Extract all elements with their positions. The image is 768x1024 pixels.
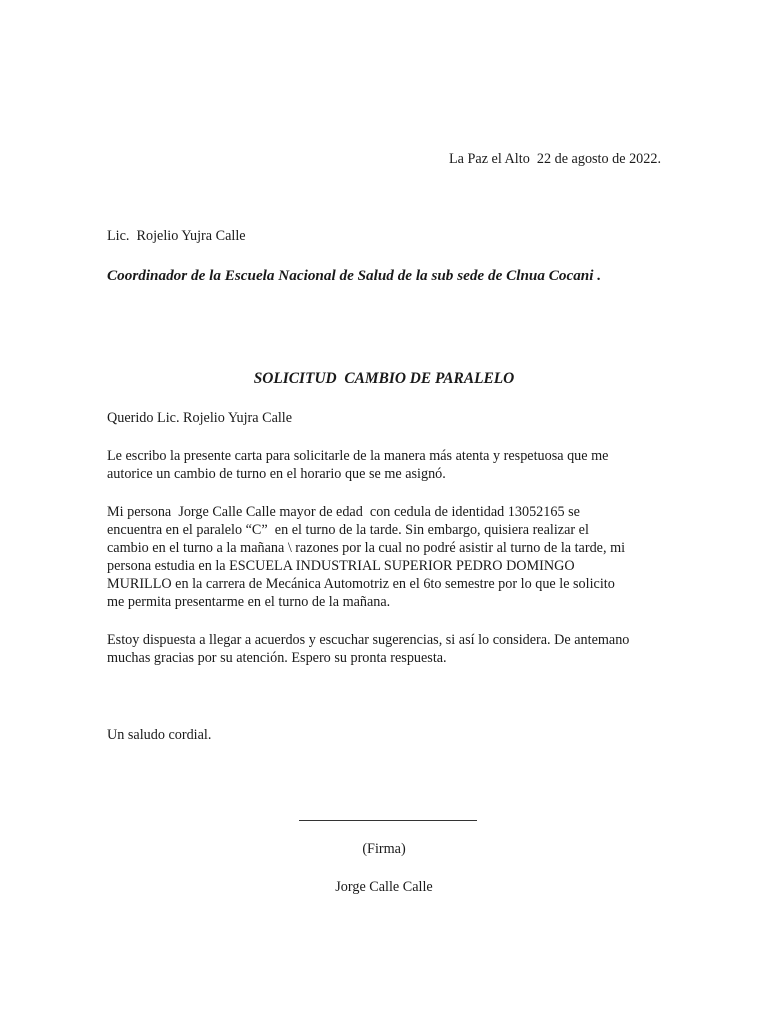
signature-line xyxy=(299,820,477,821)
paragraph-line: autorice un cambio de turno en el horario que se me asignó. xyxy=(107,466,446,482)
paragraph-thanks xyxy=(107,631,667,667)
paragraph-line: muchas gracias por su atención. Espero su pronta respuesta. xyxy=(107,650,447,666)
paragraph-line: Estoy dispuesta a llegar a acuerdos y escuchar sugerencias, si así lo considera. De antemano xyxy=(107,632,630,648)
paragraph-request xyxy=(107,447,667,483)
letter-subject: SOLICITUD CAMBIO DE PARALELO xyxy=(253,370,515,387)
paragraph-line: Mi persona Jorge Calle Calle mayor de edad con cedula de identidad 13052165 se xyxy=(107,504,580,520)
paragraph-details xyxy=(107,503,667,611)
paragraph-line: MURILLO en la carrera de Mecánica Automotriz en el 6to semestre por lo que le solicito xyxy=(107,576,615,592)
salutation: Querido Lic. Rojelio Yujra Calle xyxy=(107,410,293,426)
closing: Un saludo cordial. xyxy=(107,727,212,743)
recipient-role: Coordinador de la Escuela Nacional de Salud de la sub sede de Clnua Cocani . xyxy=(107,267,602,284)
paragraph-line: Le escribo la presente carta para solicitarle de la manera más atenta y respetuosa que me xyxy=(107,448,609,464)
signature-label: (Firma) xyxy=(362,841,406,857)
signer-name: Jorge Calle Calle xyxy=(335,879,433,895)
paragraph-line: me permita presentarme en el turno de la mañana. xyxy=(107,594,391,610)
paragraph-line: cambio en el turno a la mañana \ razones por la cual no podré asistir al turno de la tarde, mi xyxy=(107,540,626,556)
paragraph-line: encuentra en el paralelo “C” en el turno de la tarde. Sin embargo, quisiera realizar el xyxy=(107,522,589,538)
paragraph-line: persona estudia en la ESCUELA INDUSTRIAL SUPERIOR PEDRO DOMINGO xyxy=(107,558,575,574)
place-date: La Paz el Alto 22 de agosto de 2022. xyxy=(449,151,661,167)
recipient-name: Lic. Rojelio Yujra Calle xyxy=(107,228,246,244)
